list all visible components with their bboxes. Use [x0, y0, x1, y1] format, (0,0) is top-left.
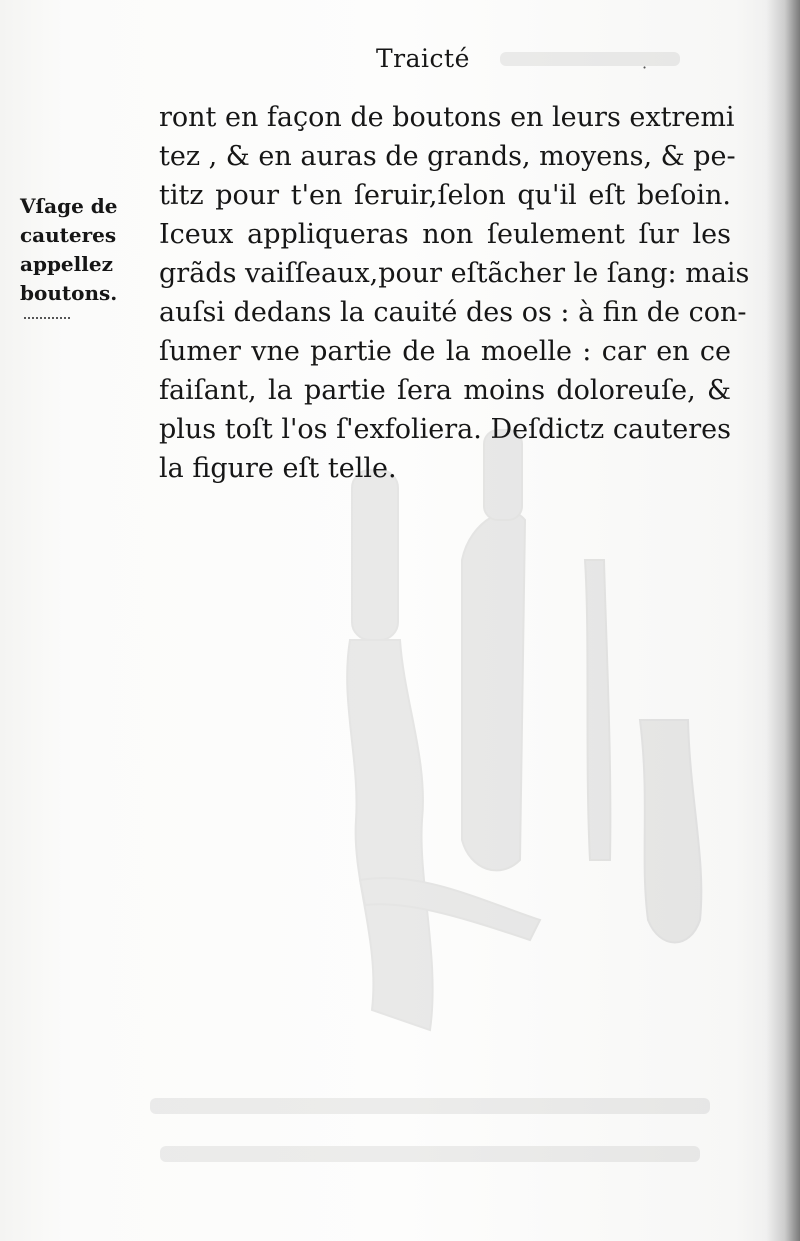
text-line: plus toſt l'os ſ'exfoliera. Deſdictz cauteres [159, 414, 731, 445]
text-line: grãds vaiſſeaux,pour eſtãcher le ſang: mais [159, 258, 750, 289]
margin-note-line: cauteres [20, 223, 117, 247]
binding-shadow [766, 0, 800, 1241]
folio-mark: · [642, 58, 648, 77]
text-line: Iceux appliqueras non ſeulement ſur les [159, 219, 731, 250]
text-line: titz pour t'en ſeruir,ſelon qu'il eſt beſoin. [159, 180, 731, 211]
margin-rule [24, 317, 70, 319]
text-line: la figure eſt telle. [159, 453, 397, 484]
running-title: Traicté [376, 44, 470, 73]
body-text [159, 98, 750, 488]
text-line: auſsi dedans la cauité des os : à fin de con- [159, 297, 747, 328]
text-line: ront en façon de boutons en leurs extremi [159, 102, 735, 133]
margin-note-line: boutons. [20, 281, 118, 305]
margin-note-line: appellez [20, 252, 113, 276]
margin-note [20, 192, 140, 308]
text-line: faiſant, la partie ſera moins doloreuſe, & [159, 375, 731, 406]
text-line: tez , & en auras de grands, moyens, & pe- [159, 141, 736, 172]
margin-note-line: Vſage de [20, 194, 118, 218]
text-line: ſumer vne partie de la moelle : car en ce [159, 336, 731, 367]
